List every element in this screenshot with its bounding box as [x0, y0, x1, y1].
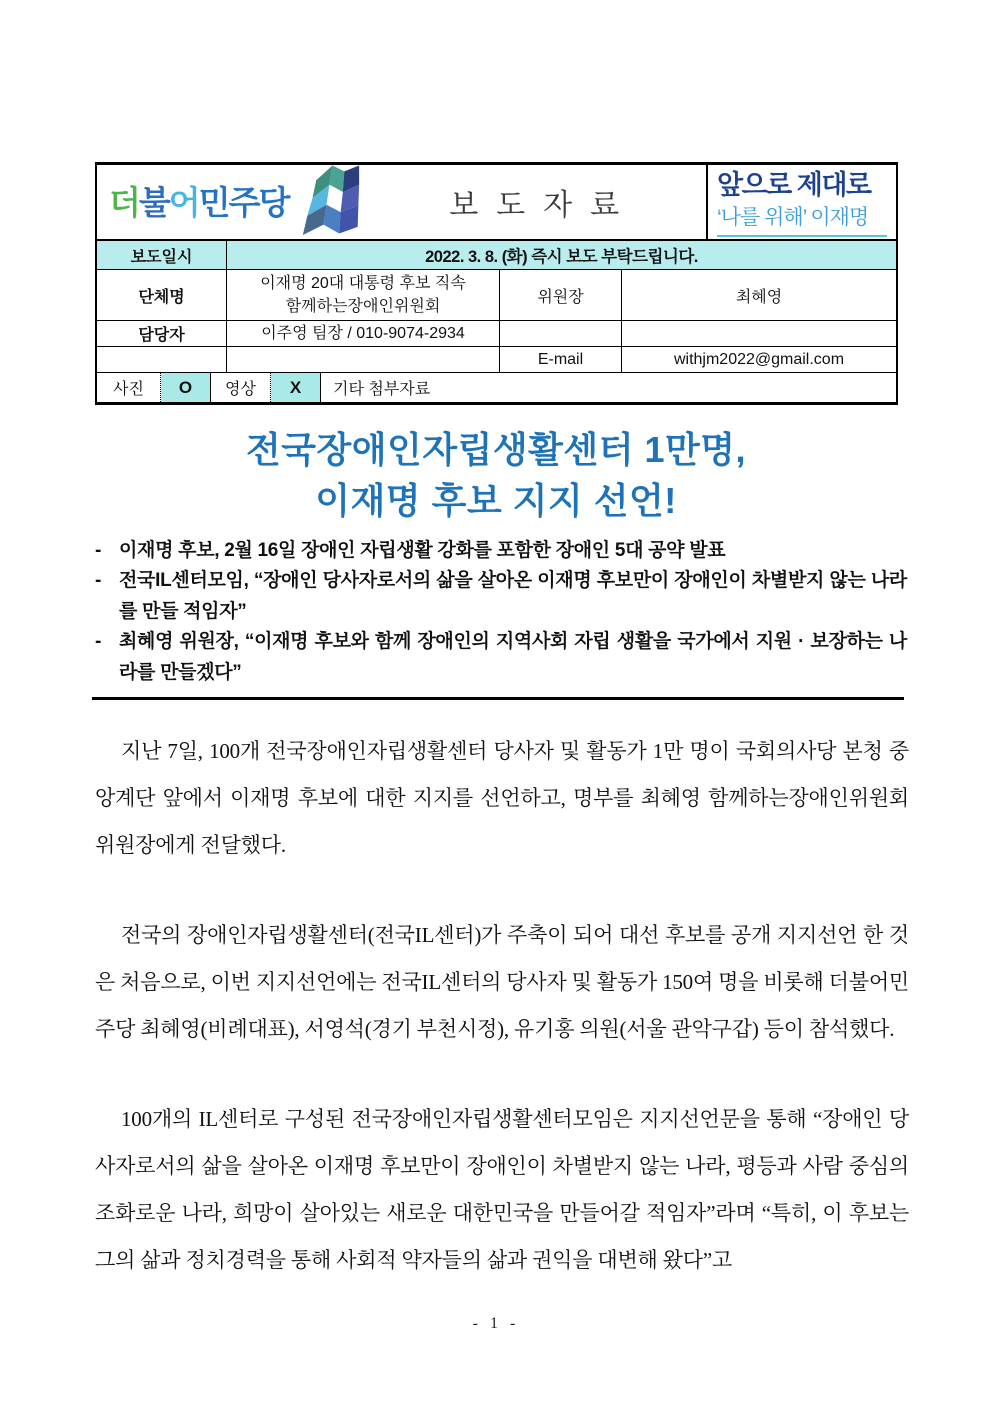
party-logo-wordmark: [109, 183, 289, 221]
headline: [0, 424, 992, 526]
release-datetime-value: 2022. 3. 8. (화) 즉시 보도 부탁드립니다.: [425, 248, 698, 266]
email-empty-label: [97, 347, 227, 372]
logo-char: 주: [228, 183, 259, 221]
bullet-text: 최혜영 위원장, “이재명 후보와 함께 장애인의 지역사회 자립 생활을 국가에서 지원 · 보장하는 나라를 만들겠다”: [119, 631, 907, 683]
organization-line1: 이재명 20대 대통령 후보 직속: [260, 274, 466, 292]
bullet-dash: -: [95, 631, 102, 653]
page-number: - 1 -: [472, 1315, 520, 1332]
contact-value: 이주영 팀장 / 010-9074-2934: [227, 321, 500, 346]
photo-flag: O: [161, 373, 211, 402]
logo-char: 어: [168, 183, 199, 221]
campaign-slogan-box: [706, 165, 896, 239]
table-header-row: [97, 165, 896, 241]
headline-line1: 전국장애인자립생활센터 1만명,: [245, 429, 747, 470]
contact-row: [97, 321, 896, 347]
email-empty-cell: [227, 347, 500, 372]
etc-attachments-label: 기타 첨부자료: [333, 381, 431, 398]
header-left-area: [97, 165, 706, 239]
organization-line2: 함께하는장애인위원회: [285, 298, 441, 315]
email-row: [97, 347, 896, 373]
chair-label: 위원장: [500, 270, 622, 320]
attachments-row: [97, 373, 896, 402]
email-value: withjm2022@gmail.com: [673, 350, 845, 368]
video-flag: X: [271, 373, 321, 402]
bullet-dash: -: [95, 540, 102, 561]
body-paragraph: 전국의 장애인자립생활센터(전국IL센터)가 주축이 되어 대선 후보를 공개 지지선언 한 것은 처음으로, 이번 지지선언에는 전국IL센터의 당사자 및 활동가 150여 명을 비롯해 더불어민주당 최혜영(비례대표), 서영석(경기 부천시정), 유기홍 의원(서울 관악구갑) 등이 참석했다.: [95, 923, 909, 1041]
organization-label: 단체명: [97, 270, 227, 320]
party-flag-icon: [292, 164, 370, 238]
bullet-dash: -: [95, 570, 102, 592]
email-label: E-mail: [500, 347, 622, 372]
section-divider: [92, 697, 904, 700]
party-logo: [97, 166, 370, 238]
logo-char: 더: [109, 183, 139, 221]
summary-bullet: [95, 627, 907, 688]
logo-char: 당: [258, 183, 289, 221]
release-datetime-label: 보도일시: [97, 241, 227, 269]
logo-char: 불: [138, 183, 169, 221]
body-paragraph: 지난 7일, 100개 전국장애인자립생활센터 당사자 및 활동가 1만 명이 국회의사당 본청 중앙계단 앞에서 이재명 후보에 대한 지지를 선언하고, 명부를 최혜영 함께하는장애인위원회 위원장에게 전달했다.: [95, 739, 909, 857]
summary-bullet: [95, 536, 907, 566]
contact-empty-field: [500, 321, 622, 346]
bullet-text: 이재명 후보, 2월 16일 장애인 자립생활 강화를 포함한 장애인 5대 공약 발표: [119, 540, 726, 561]
organization-row: [97, 270, 896, 321]
slogan-line1: 앞으로 제대로: [717, 169, 871, 200]
headline-line2: 이재명 후보 지지 선언!: [315, 480, 677, 522]
contact-label: 담당자: [97, 321, 227, 346]
body-text: [95, 728, 909, 1327]
photo-label: 사진: [97, 373, 161, 402]
press-info-table: [95, 162, 898, 405]
logo-char: 민: [198, 183, 229, 221]
release-datetime-row: [97, 241, 896, 270]
organization-value: [227, 270, 500, 320]
summary-bullets: [95, 536, 907, 688]
body-paragraph: 100개의 IL센터로 구성된 전국장애인자립생활센터모임은 지지선언문을 통해 “장애인 당사자로서의 삶을 살아온 이재명 후보만이 장애인이 차별받지 않는 나라, 평등과 사람 중심의 조화로운 나라, 희망이 살아있는 새로운 대한민국을 만들어갈 적임자”라며 “특히, 이 후보는 그의 삶과 정치경력을 통해 사회적 약자들의 삶과 권익을 대변해 왔다”고: [95, 1107, 909, 1272]
bullet-text: 전국IL센터모임, “장애인 당사자로서의 삶을 살아온 이재명 후보만이 장애인이 차별받지 않는 나라를 만들 적임자”: [119, 570, 907, 622]
contact-empty-value: [622, 321, 896, 346]
doc-type-title: 보도자료: [449, 189, 638, 222]
summary-bullet: [95, 566, 907, 627]
slogan-line2: ‘나를 위해’ 이재명: [717, 201, 887, 237]
chair-value: 최혜영: [735, 288, 783, 306]
video-label: 영상: [211, 373, 271, 402]
